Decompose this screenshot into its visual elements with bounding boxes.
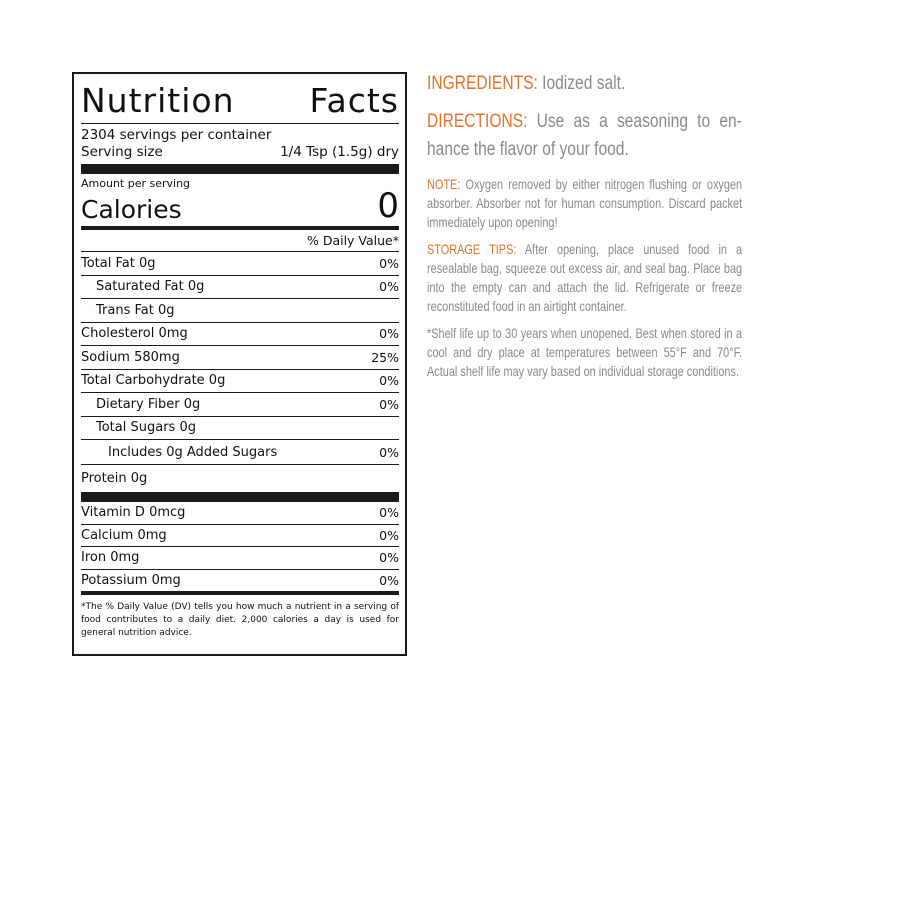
serving-size-value: 1/4 Tsp (1.5g) dry xyxy=(280,144,399,160)
nutrient-row-added-sugars: Includes 0g Added Sugars 0% xyxy=(81,440,399,465)
vitamin-row-calcium: Calcium 0mg 0% xyxy=(81,525,399,548)
nutrition-title xyxy=(81,81,399,124)
ingredients-label: INGREDIENTS: xyxy=(427,73,538,94)
amount-per-serving: Amount per serving xyxy=(81,177,191,190)
storage-tips-label: STORAGE TIPS: xyxy=(427,241,517,257)
nutrient-row-total-fat: Total Fat 0g 0% xyxy=(81,252,399,276)
note-label: NOTE: xyxy=(427,176,461,192)
nutrient-row-total-carbohydrate: Total Carbohydrate 0g 0% xyxy=(81,370,399,394)
calories-row xyxy=(81,186,399,226)
servings-per-container: 2304 servings per container xyxy=(81,127,272,143)
ingredients-paragraph xyxy=(427,70,742,98)
directions-label: DIRECTIONS: xyxy=(427,111,528,132)
daily-value-footnote: *The % Daily Value (DV) tells you how much a nutrient in a serving of food contributes to a daily diet. 2,000 calories a day is used for general nutrition advice. xyxy=(81,602,399,638)
vitamin-row-vitamin-d: Vitamin D 0mcg 0% xyxy=(81,502,399,525)
nutrient-row-protein: Protein 0g xyxy=(81,471,148,486)
product-info xyxy=(427,70,742,381)
serving-size xyxy=(81,144,399,161)
serving-size-label: Serving size xyxy=(81,144,163,160)
daily-value-header: % Daily Value* xyxy=(81,230,399,252)
nutrient-row-saturated-fat: Saturated Fat 0g 0% xyxy=(81,276,399,300)
vitamin-row-potassium: Potassium 0mg 0% xyxy=(81,570,399,596)
vitamin-row-iron: Iron 0mg 0% xyxy=(81,547,399,570)
storage-tips-paragraph xyxy=(427,240,742,316)
nutrient-row-cholesterol: Cholesterol 0mg 0% xyxy=(81,323,399,347)
shelf-life-paragraph: *Shelf life up to 30 years when unopened. Best when stored in a cool and dry place at temperatures between 55°F and 70°F. Actual shelf life may vary based on individual storage conditions. xyxy=(427,325,743,379)
nutrient-row-sodium: Sodium 580mg 25% xyxy=(81,346,399,370)
thick-divider xyxy=(81,164,399,174)
calories-value: 0 xyxy=(377,186,399,226)
title-nutrition: Nutrition xyxy=(81,81,235,120)
nutrient-row-trans-fat: Trans Fat 0g xyxy=(81,299,399,323)
directions-text: Use as a seasoning to en-hance the flavor of your food. xyxy=(427,111,742,160)
title-facts: Facts xyxy=(309,81,399,120)
nutrient-row-total-sugars: Total Sugars 0g xyxy=(81,417,399,441)
thick-divider-vitamins xyxy=(81,492,399,502)
calories-label: Calories xyxy=(81,195,182,224)
ingredients-text: Iodized salt. xyxy=(537,73,626,94)
note-text: Oxygen removed by either nitrogen flushing or oxygen absorber. Absorber not for human consumption. Discard packet immediately upon opening! xyxy=(427,176,743,230)
storage-tips-text: After opening, place unused food in a resealable bag, squeeze out excess air, and seal bag. Place bag into the empty can and attach the lid. Refrigerate or freeze reconstituted food in an airtight container. xyxy=(427,241,743,314)
directions-paragraph xyxy=(427,108,742,164)
nutrition-facts-label xyxy=(72,72,407,656)
note-paragraph xyxy=(427,175,742,232)
nutrient-row-dietary-fiber: Dietary Fiber 0g 0% xyxy=(81,393,399,417)
